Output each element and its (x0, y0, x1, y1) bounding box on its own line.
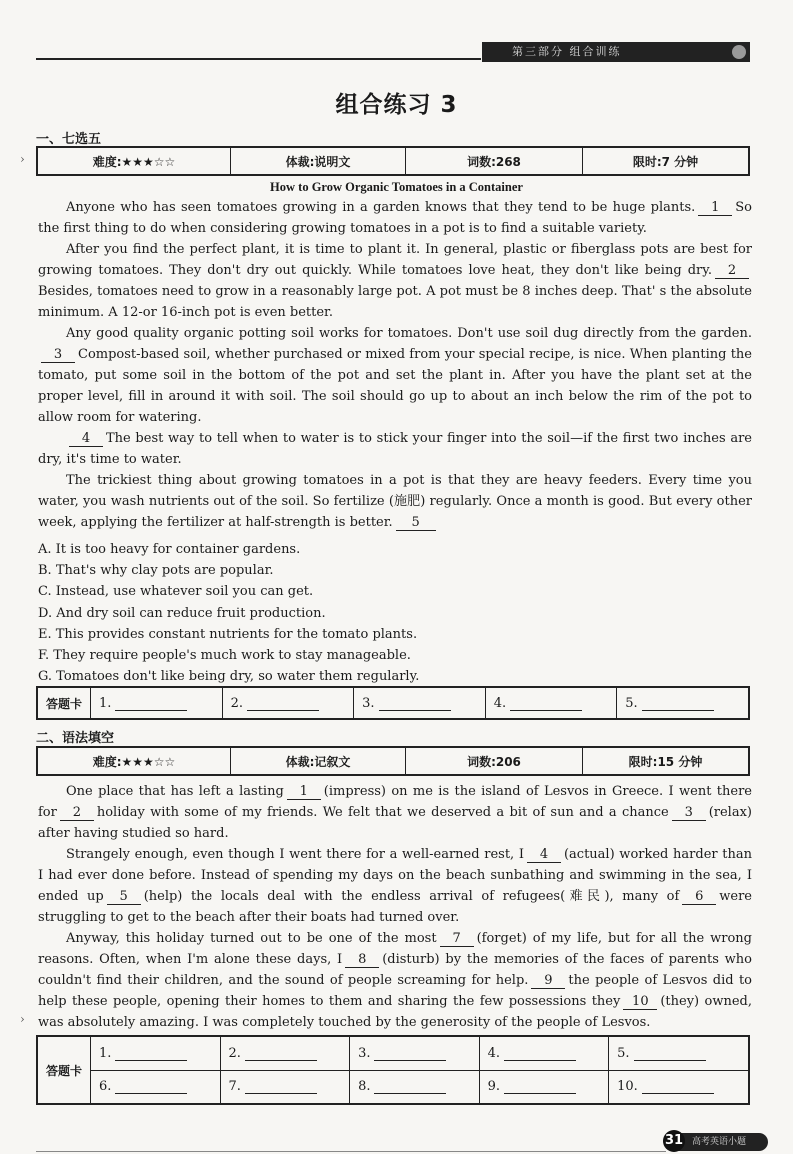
option-item: A. It is too heavy for container gardens. (38, 542, 301, 557)
header-rule (36, 58, 481, 60)
time-limit-cell: 限时:15 分钟 (583, 747, 750, 775)
word-count-cell: 词数:268 (406, 147, 583, 175)
paragraph: After you find the perfect plant, it is time to plant it. In general, plastic or fiberglass pots are best for growing tomatoes. They don't dry out quickly. While tomatoes love heat, they don't like being dry. 2Besides, tomatoes need to grow in a reasonably large pot. A pot must be 8 inches deep. That' s the absolute minimum. A 12-or 16-inch pot is even better. (38, 242, 752, 320)
page-number: 31 (663, 1130, 685, 1152)
paragraph: Anyone who has seen tomatoes growing in a garden knows that they tend to be huge plants. 1 So the first thing to do when considering growing tomatoes in a pot is to find a suitable variety. (38, 200, 752, 236)
section2-heading: 二、语法填空 (36, 731, 115, 746)
answer-slot[interactable]: 1. (91, 1036, 221, 1070)
option-item: G. Tomatoes don't like being dry, so water them regularly. (38, 669, 420, 685)
answer-blank: 2 (715, 263, 749, 279)
answer-blank: 4 (69, 431, 103, 447)
section1-info-table (36, 146, 750, 176)
margin-mark: › (20, 152, 25, 166)
time-limit-cell: 限时:7 分钟 (583, 147, 750, 175)
answer-slot[interactable]: 4. (485, 687, 617, 719)
margin-mark: › (20, 1012, 25, 1026)
answer-card-label: 答题卡 (37, 1036, 91, 1104)
answer-slot[interactable]: 9. (479, 1070, 609, 1104)
option-item: C. Instead, use whatever soil you can get. (38, 584, 314, 600)
header-banner (482, 42, 750, 62)
genre-cell: 体裁:说明文 (231, 147, 406, 175)
answer-blank: 2 (60, 805, 94, 821)
answer-slot[interactable]: 10. (609, 1070, 749, 1104)
answer-blank: 3 (41, 347, 75, 363)
answer-slot[interactable]: 3. (350, 1036, 480, 1070)
answer-slot[interactable]: 8. (350, 1070, 480, 1104)
answer-blank: 1 (698, 200, 732, 216)
banner-ornament-icon (732, 45, 746, 59)
answer-blank: 5 (396, 515, 436, 531)
genre-cell: 体裁:记叙文 (231, 747, 406, 775)
answer-slot[interactable]: 4. (479, 1036, 609, 1070)
difficulty-cell: 难度:★★★☆☆ (37, 147, 231, 175)
answer-slot[interactable]: 3. (354, 687, 486, 719)
answer-blank: 1 (287, 784, 321, 800)
answer-blank: 8 (345, 952, 379, 968)
section2-passage (38, 781, 752, 1033)
answer-slot[interactable]: 7. (220, 1070, 350, 1104)
answer-blank: 5 (107, 889, 141, 905)
paragraph: The trickiest thing about growing tomatoes in a pot is that they are heavy feeders. Every time you water, you wash nutrients out of the soil. So fertilize (施肥) regularly. Once a month is good. But every other week, applying the fertilizer at half-strength is better. 5 (38, 473, 752, 530)
answer-blank: 7 (440, 931, 474, 947)
answer-slot[interactable]: 2. (220, 1036, 350, 1070)
answer-slot[interactable]: 5. (617, 687, 749, 719)
word-count-cell: 词数:206 (406, 747, 583, 775)
answer-slot[interactable]: 6. (91, 1070, 221, 1104)
header-banner-text: 第三部分 组合训练 (512, 45, 622, 58)
section2-answer-card (36, 1035, 750, 1105)
page-title: 组合练习 3 (335, 92, 458, 118)
answer-blank: 4 (527, 847, 561, 863)
option-item: D. And dry soil can reduce fruit production. (38, 605, 326, 621)
section1-answer-card (36, 686, 750, 720)
answer-blank: 6 (682, 889, 716, 905)
option-item: E. This provides constant nutrients for the tomato plants. (38, 626, 418, 642)
answer-blank: 3 (672, 805, 706, 821)
answer-blank: 9 (531, 973, 565, 989)
paragraph: Strangely enough, even though I went there for a well-earned rest, I 4 (actual) worked harder than I had ever done before. Instead of spending my days on the beach sunbathing and swimming in the sea, I ended up 5 (help) the locals deal with the endless arrival of refugees(难民), many of 6 were struggling to get to the beach after their boats had turned over. (38, 847, 752, 925)
paragraph: One place that has left a lasting 1 (impress) on me is the island of Lesvos in Greece. I went there for 2 holiday with some of my friends. We felt that we deserved a bit of sun and a chance 3 (relax) after having studied so hard. (38, 784, 752, 841)
section1-heading: 一、七选五 (36, 132, 102, 147)
answer-slot[interactable]: 5. (609, 1036, 749, 1070)
article-title: How to Grow Organic Tomatoes in a Container (270, 180, 523, 194)
difficulty-cell: 难度:★★★☆☆ (37, 747, 231, 775)
answer-slot[interactable]: 2. (222, 687, 354, 719)
option-item: B. That's why clay pots are popular. (38, 563, 274, 579)
paragraph: Anyway, this holiday turned out to be one of the most 7 (forget) of my life, but for all the wrong reasons. Often, when I'm alone these days, I 8 (disturb) by the memories of the faces of parents who couldn't find their children, and the sound of people screaming for help. 9 the people of Lesvos did to help these people, opening their homes to them and sharing the few possessions they 10 (they) owned, was absolutely amazing. I was completely touched by the generosity of the people of Lesvos. (38, 931, 753, 1030)
answer-slot[interactable]: 1. (91, 687, 223, 719)
section2-info-table (36, 746, 750, 776)
answer-blank: 10 (623, 994, 657, 1010)
paragraph: 4 The best way to tell when to water is to stick your finger into the soil—if the first two inches are dry, it's time to water. (38, 431, 752, 467)
option-item: F. They require people's much work to stay manageable. (38, 648, 411, 664)
footer-series-text: 高考英语小题 (692, 1137, 747, 1147)
section1-passage (38, 197, 752, 533)
paragraph: Any good quality organic potting soil works for tomatoes. Don't use soil dug directly from the garden.3 Compost-based soil, whether purchased or mixed from your special recipe, is nice. When planting the tomato, put some soil in the bottom of the pot and set the plant in. After you have the plant set at the proper level, fill in around it with soil. The soil should go up to about an inch below the rim of the pot to allow room for watering. (38, 326, 752, 425)
options-list (38, 539, 419, 687)
answer-card-label: 答题卡 (37, 687, 91, 719)
footer-rule (36, 1151, 666, 1152)
